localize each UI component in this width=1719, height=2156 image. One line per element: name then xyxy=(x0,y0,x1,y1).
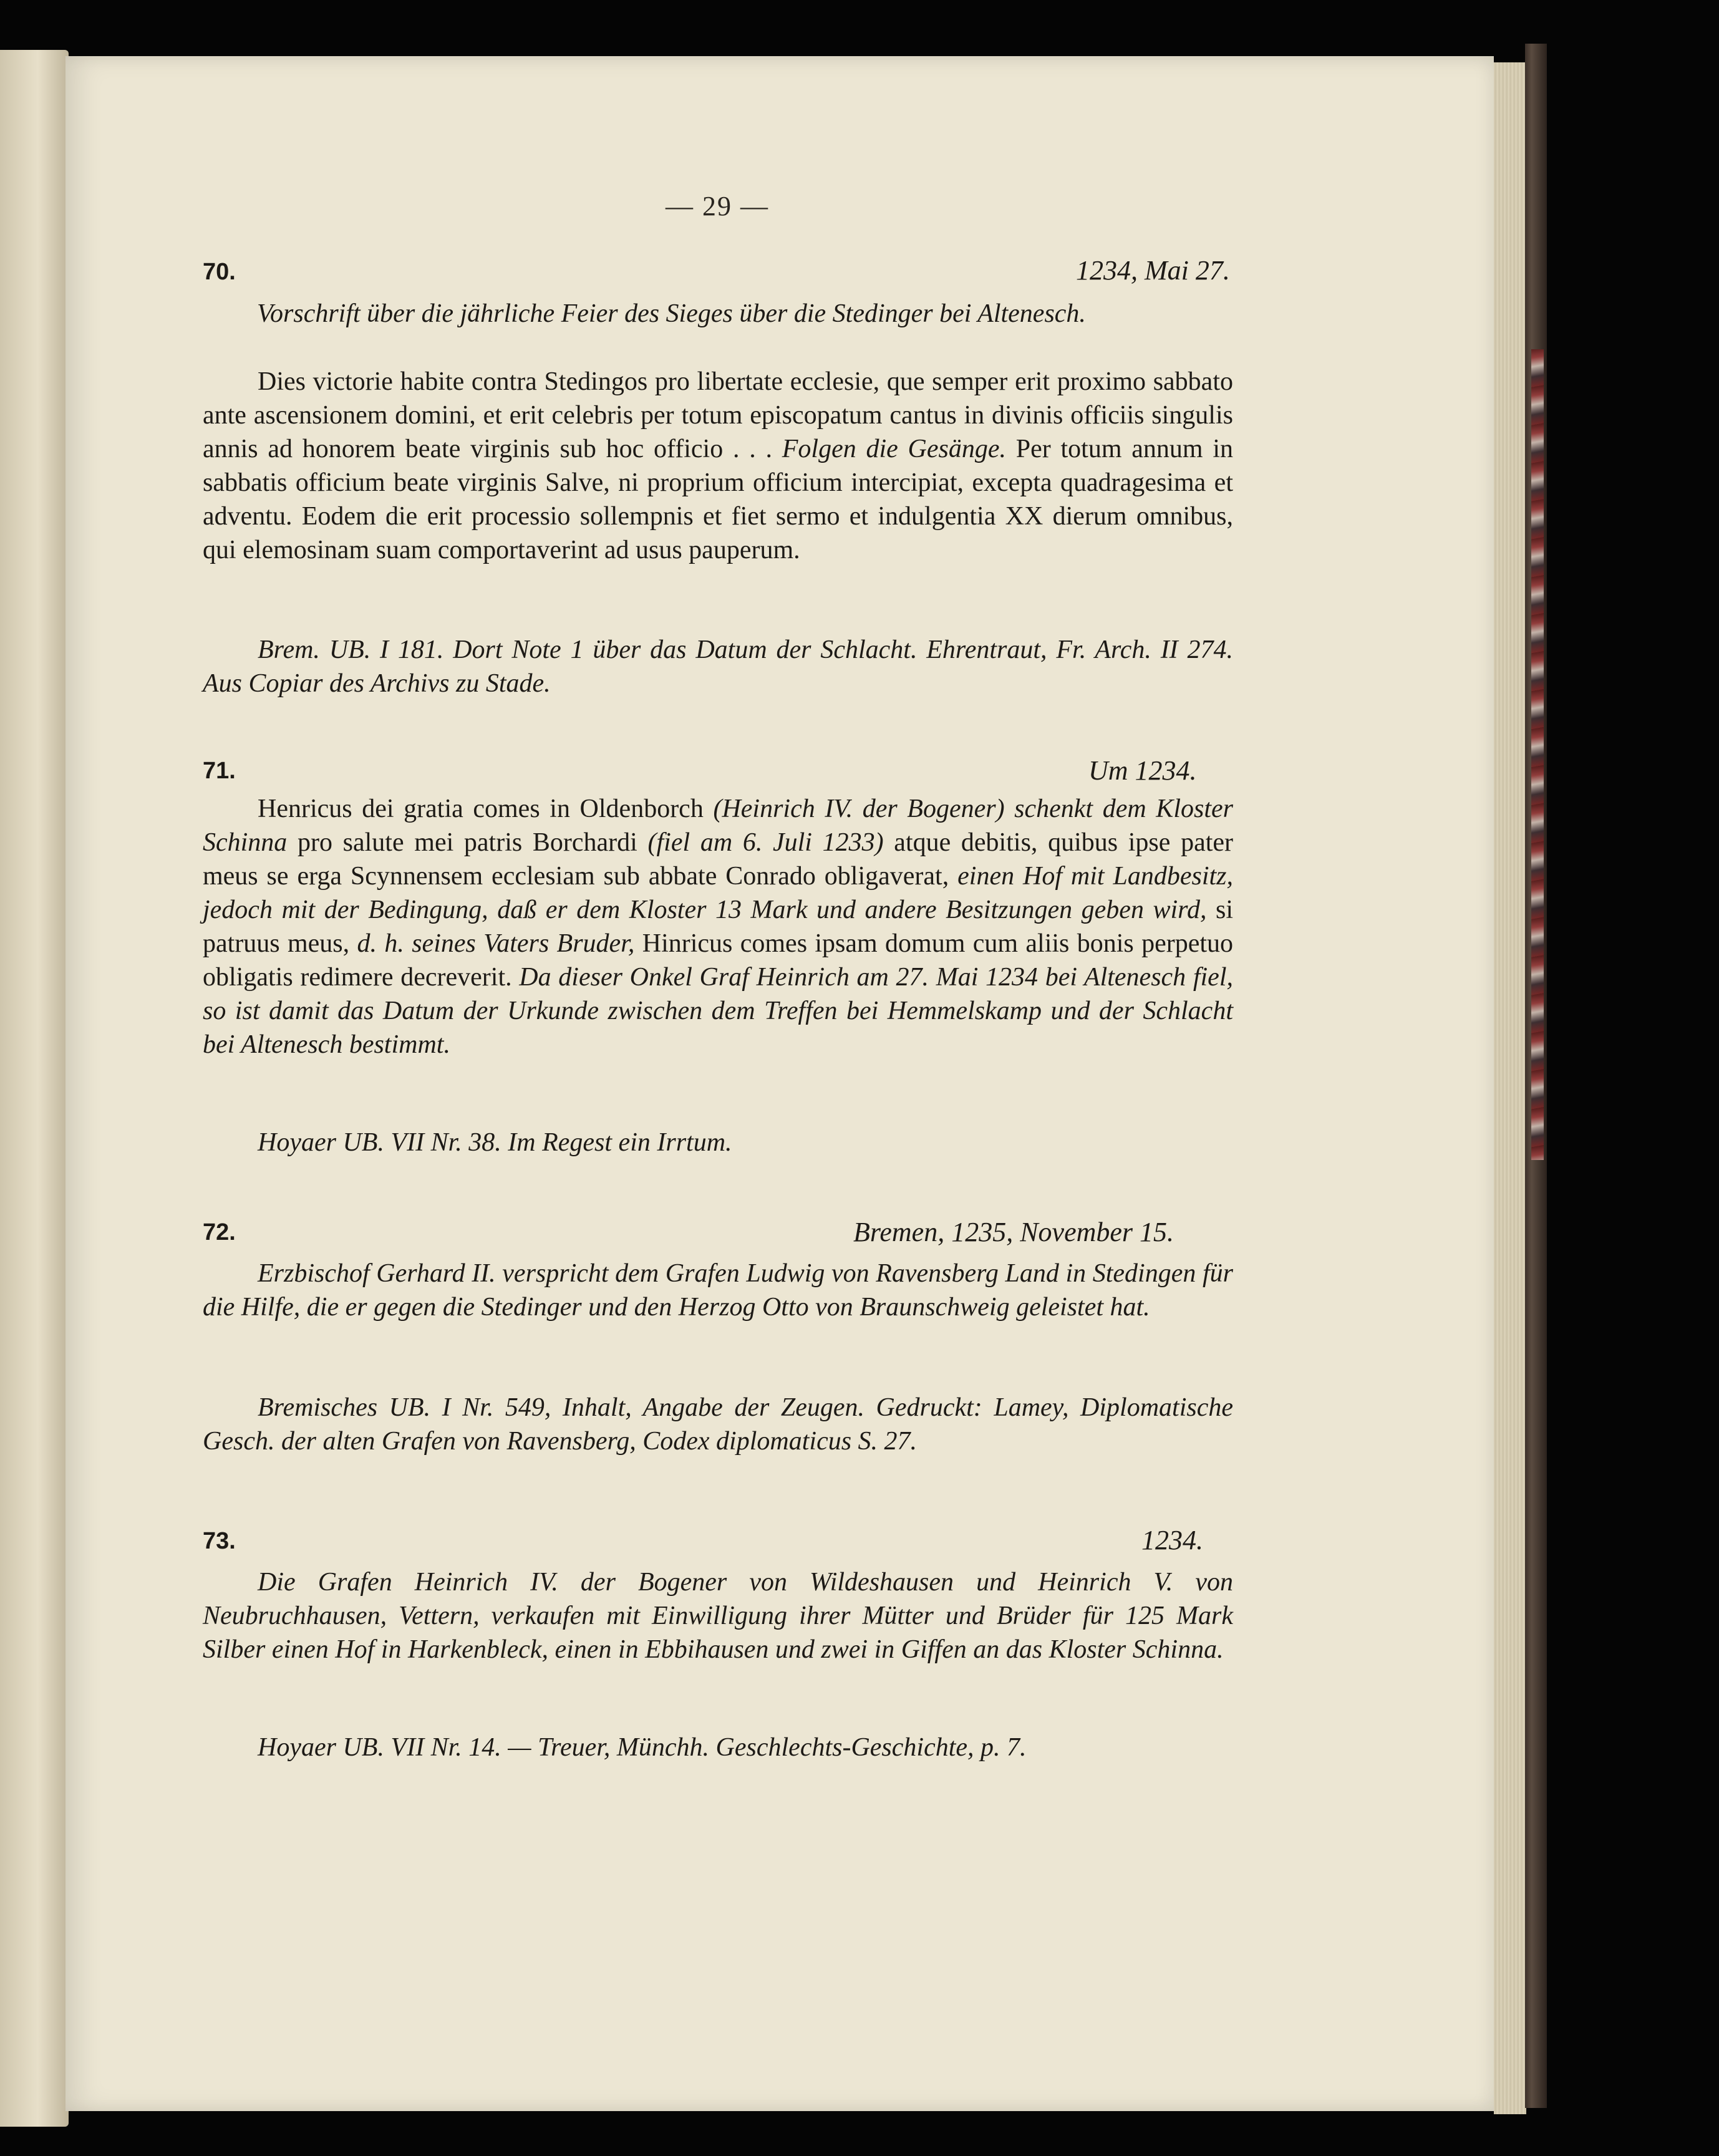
left-page-edge xyxy=(0,50,69,2127)
page-number: — 29 — xyxy=(666,191,769,221)
entry-73-text: Die Grafen Heinrich IV. der Bogener von Wildeshausen und Heinrich V. von Neubruchhausen, Vettern, verkaufen mit Einwilligung ihrer Mütter und Brüder für 125 Mark Silber einen Hof in Harkenbleck, einen in Ebbihausen und zwei in Giffen an das Kloster Schinna. xyxy=(203,1568,1233,1664)
entry-71-body: Henricus dei gratia comes in Oldenborch (Heinrich IV. der Bogener) schenkt dem Kloster Schinna pro salute mei patris Borchardi (fiel am 6. Juli 1233) atque debitis, quibus ipse pater meus se erga Scynnensem ecclesiam sub abbate Conrado obligaverat, einen Hof mit Landbesitz, jedoch mit der Bedingung, daß er dem Kloster 13 Mark und andere Besitzungen geben wird, si patruus meus, d. h. seines Vaters Bruder, Hinricus comes ipsam domum cum aliis bonis perpetuo obligatis redimere decreverit. Da dieser Onkel Graf Heinrich am 27. Mai 1234 bei Altenesch fiel, so ist damit das Datum der Urkunde zwischen dem Treffen bei Hemmelskamp und der Schlacht bei Altenesch bestimmt. xyxy=(203,795,1234,1059)
entry-71-number: 71. xyxy=(203,758,236,784)
entry-73-date: 1234. xyxy=(1141,1525,1203,1555)
entry-70-date: 1234, Mai 27. xyxy=(1076,255,1230,286)
entry-72-source: Bremisches UB. I Nr. 549, Inhalt, Angabe der Zeugen. Gedruckt: Lamey, Diplomatische Gesch. der alten Grafen von Ravensberg, Codex diplomaticus S. 27. xyxy=(203,1393,1233,1456)
entry-70-title: Vorschrift über die jährliche Feier des Sieges über die Stedinger bei Altenesch. xyxy=(257,299,1086,328)
entry-72-text: Erzbischof Gerhard II. verspricht dem Grafen Ludwig von Ravensberg Land in Stedingen für die Hilfe, die er gegen die Stedinger und den Herzog Otto von Braunschweig geleistet hat. xyxy=(203,1259,1233,1322)
entry-70-source: Brem. UB. I 181. Dort Note 1 über das Datum der Schlacht. Ehrentraut, Fr. Arch. II 274. Aus Copiar des Archivs zu Stade. xyxy=(203,636,1233,698)
page-stack-edges xyxy=(1494,62,1526,2114)
entry-70-body: Dies victorie habite contra Stedingos pro libertate ecclesie, que semper erit proximo sabbato ante ascensionem domini, et erit celebris per totum episcopatum cantus in divinis officiis singulis annis ad honorem beate virginis sub hoc officio . . . Folgen die Gesänge. Per totum annum in sabbatis officium beate virginis Salve, ni proprium officium intercipiat, excepta quadragesima et adventu. Eodem die erit processio sollempnis et fiet sermo et indulgentia XX dierum omnibus, qui elemosinam suam comportaverint ad usus pauperum. xyxy=(203,367,1233,564)
entry-71-date: Um 1234. xyxy=(1088,755,1197,786)
entry-72-date: Bremen, 1235, November 15. xyxy=(853,1217,1174,1247)
entry-71-source: Hoyaer UB. VII Nr. 38. Im Regest ein Irrtum. xyxy=(258,1128,732,1157)
marbled-endpaper xyxy=(1531,349,1544,1160)
entry-70-number: 70. xyxy=(203,259,236,285)
entry-73-number: 73. xyxy=(203,1528,236,1554)
entry-73-source: Hoyaer UB. VII Nr. 14. — Treuer, Münchh. Geschlechts-Geschichte, p. 7. xyxy=(258,1733,1027,1762)
entry-72-number: 72. xyxy=(203,1219,236,1245)
